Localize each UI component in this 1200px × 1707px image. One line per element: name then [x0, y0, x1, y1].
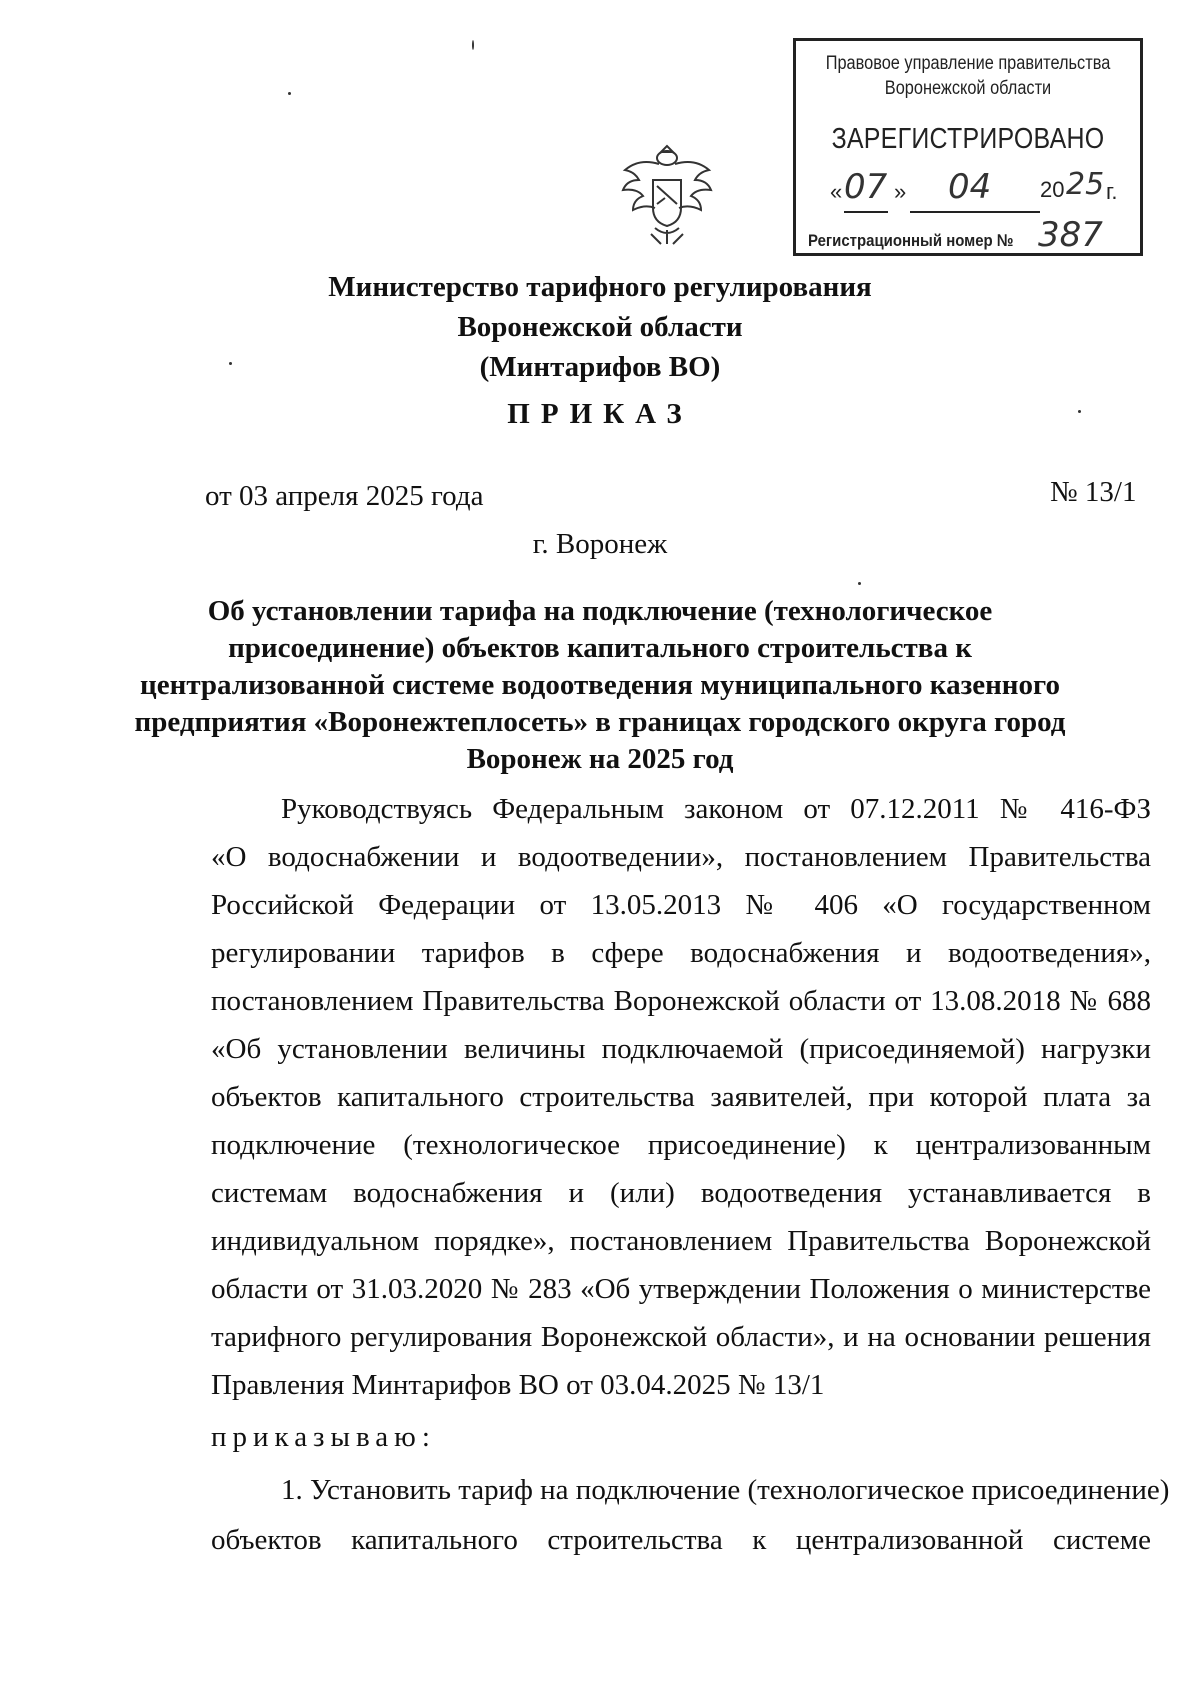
subject-line: Воронеж на 2025 год: [466, 743, 734, 775]
order-subject: [0, 593, 1200, 778]
stamp-date-day: 07: [844, 167, 888, 207]
stamp-reg-number: [808, 215, 1138, 255]
stamp-org-line1: Правовое управление правительства: [825, 53, 1111, 74]
stamp-reg-number-value: 387: [1038, 215, 1103, 255]
text-line: Правления Минтарифов ВО от 03.04.2025 № 13/1: [211, 1369, 825, 1401]
text-line: индивидуальном порядке», постановлением Правительства Воронежской: [211, 1225, 1151, 1257]
text-line: объектов капитального строительства заявителей, при которой плата за: [211, 1081, 1151, 1113]
text-line: 1. Установить тариф на подключение (технологическое присоединение): [281, 1474, 1170, 1506]
ministry-name: [0, 267, 1200, 387]
stamp-date: « 07 » 04 20 25 г.: [830, 171, 1120, 207]
stamp-registered-label: ЗАРЕГИСТРИРОВАНО: [831, 123, 1105, 155]
stamp-date-year: 25: [1066, 167, 1105, 202]
document-type: ПРИКАЗ: [507, 398, 693, 430]
order-word: приказываю:: [211, 1421, 436, 1453]
text-line: системам водоснабжения и (или) водоотведения устанавливается в: [211, 1177, 1151, 1209]
stamp-date-year-prefix: 20: [1040, 177, 1065, 202]
text-line: области от 31.03.2020 № 283 «Об утверждении Положения о министерстве: [211, 1273, 1151, 1305]
text-line: подключение (технологическое присоединение) к централизованным: [211, 1129, 1151, 1161]
coat-of-arms-icon: [617, 140, 717, 250]
text-line: тарифного регулирования Воронежской области», и на основании решения: [211, 1321, 1151, 1353]
text-line: «Об установлении величины подключаемой (присоединяемой) нагрузки: [211, 1033, 1151, 1065]
stamp-org-line2: Воронежской области: [884, 78, 1052, 99]
text-line: объектов капитального строительства к централизованной системе: [211, 1524, 1151, 1556]
stamp-organization: [820, 51, 1116, 101]
text-line: «О водоснабжении и водоотведении», постановлением Правительства: [211, 841, 1151, 873]
stamp-date-suffix: г.: [1106, 179, 1118, 204]
text-line: Руководствуясь Федеральным законом от 07.12.2011 № 416-ФЗ: [281, 793, 1151, 825]
text-line: Российской Федерации от 13.05.2013 № 406 «О государственном: [211, 889, 1151, 921]
order-date: от 03 апреля 2025 года: [205, 480, 484, 512]
subject-line: предприятия «Воронежтеплосеть» в границах городского округа город: [134, 706, 1066, 738]
stamp-reg-number-label: Регистрационный номер №: [808, 231, 1014, 250]
registration-stamp: [793, 38, 1143, 256]
ministry-line1: Министерство тарифного регулирования: [328, 271, 872, 303]
subject-line: присоединение) объектов капитального строительства к: [228, 632, 972, 664]
stamp-date-month: 04: [948, 167, 992, 207]
subject-line: Об установлении тарифа на подключение (технологическое: [207, 595, 993, 627]
text-line: постановлением Правительства Воронежской области от 13.08.2018 № 688: [211, 985, 1151, 1017]
order-number: № 13/1: [1050, 476, 1137, 508]
city: г. Воронеж: [532, 528, 668, 560]
ministry-line3: (Минтарифов ВО): [479, 351, 721, 383]
ministry-line2: Воронежской области: [457, 311, 743, 343]
text-line: регулировании тарифов в сфере водоснабжения и водоотведения»,: [211, 937, 1151, 969]
subject-line: централизованной системе водоотведения муниципального казенного: [140, 669, 1060, 701]
